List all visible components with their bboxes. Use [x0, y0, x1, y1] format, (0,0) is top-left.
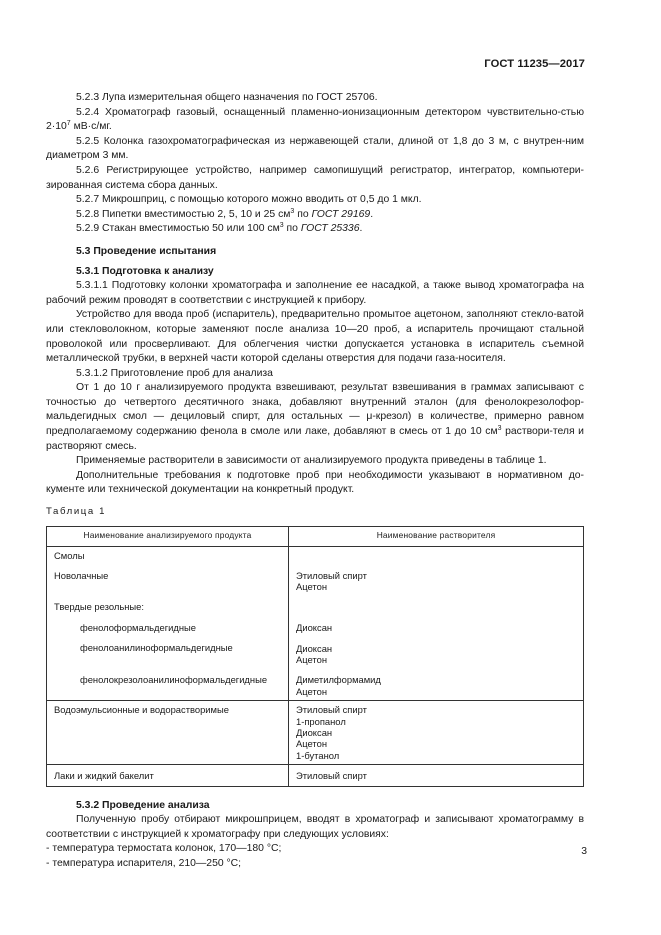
- page-number: 3: [581, 846, 587, 857]
- table-cell-solvent: [289, 765, 584, 786]
- paragraph-5-2-3: 5.2.3 Лупа измерительная общего назначения по ГОСТ 25706.: [76, 92, 378, 103]
- table-cell-product: [47, 701, 289, 765]
- table-header-product: Наименование анализируемого продукта: [47, 526, 289, 546]
- solvent-acetone: Ацетон: [296, 685, 327, 697]
- solvents-table: [46, 526, 584, 787]
- paragraph-5-2-6: 5.2.6 Регистрирующее устройство, например самопишущий регистратор, интегратор, компьютери-зированная система сбора данных.: [46, 164, 584, 191]
- heading-5-3: 5.3 Проведение испытания: [76, 245, 217, 257]
- paragraph-solvents: Применяемые растворители в зависимости от анализируемого продукта приведены в таблице 1.: [76, 455, 547, 467]
- heading-5-3-1: 5.3.1 Подготовка к анализу: [76, 265, 214, 277]
- table-header-row: [47, 526, 584, 546]
- list-item: - температура термостата колонок, 170—180 °С;: [46, 843, 282, 855]
- paragraph-analysis: Полученную пробу отбирают микрошприцем, вводят в хроматограф и записывают хроматограмму в соответствии с инструкцией к хроматографу при следующих условиях:: [46, 814, 584, 840]
- table-row: [47, 701, 584, 765]
- paragraph-additional: Дополнительные требования к подготовке проб при необходимости указывают в нормативном до-кументе или технической документации на конкретный продукт.: [46, 469, 584, 496]
- paragraph-5-2-4: 5.2.4 Хроматограф газовый, оснащенный пламенно-ионизационным детектором чувствительно-стью $2\cdot 10^7$ мВ·с/мг.: [46, 106, 584, 133]
- solvent-acetone: Ацетон: [296, 738, 327, 750]
- solvent-acetone: Ацетон: [296, 654, 327, 666]
- paragraph-5-2-5: 5.2.5 Колонка газохроматографическая из нержавеющей стали, длиной от 1,8 до 3 м, с внутрен-ним диаметром 3 мм.: [46, 135, 584, 162]
- solvent-dioxane: Диоксан: [296, 642, 333, 654]
- paragraph-5-3-1-2: 5.3.1.2 Приготовление проб для анализа: [76, 367, 273, 379]
- row-label-water: Водоэмульсионные и водорастворимые: [54, 704, 229, 716]
- paragraph-evaporator: Устройство для ввода проб (испаритель), предварительно промытое ацетоном, заполняют стекло-ватой или стекловолокном, которые заменяют после анализа 10—20 проб, а испаритель прочищают стальной проволокой или просверливают. Для облегчения чистки допускается установка в испаритель съемной металлической трубки, в верхней части которой сделаны отверстия для подачи газа-носителя.: [46, 309, 584, 365]
- table-row: [47, 546, 584, 701]
- solvent-acetone: Ацетон: [296, 581, 327, 593]
- solvent-dioxane: Диоксан: [296, 727, 333, 739]
- paragraph-5-2-9: 5.2.9 Стакан вместимостью 50 или 100 $см^3$ по ГОСТ 25336.: [76, 222, 363, 235]
- paragraph-sample-prep: От 1 до 10 г анализируемого продукта взвешивают, результат взвешивания в граммах записывают с точностью до четвертого десятичного знака, добавляют внутренний эталон (для фенолокрезолофор-мальдегидных смол — дециловый спирт, для остальных — μ-крезол) в количестве, примерно равном предполагаемому содержанию фенола в смоле или лаке, добавляют в смесь от 1 до 10 $см^3$ раствори-теля и растворяют смесь.: [46, 382, 584, 452]
- row-label-pcaf: фенолокрезолоанилиноформальдегидные: [80, 673, 268, 685]
- solvent-propanol: 1-пропанол: [296, 715, 346, 727]
- paragraph-5-3-1-1: 5.3.1.1 Подготовку колонки хроматографа и заполнение ее насадкой, а также вывод хроматографа на рабочий режим проводят в соответствии с инструкцией к прибору.: [46, 280, 584, 306]
- solvent-dmf: Диметилформамид: [296, 674, 381, 686]
- table-caption: Таблица 1: [46, 506, 107, 518]
- paragraph-5-2-8: 5.2.8 Пипетки вместимостью 2, 5, 10 и 25 $см^3$ по ГОСТ 29169.: [76, 207, 374, 220]
- table-cell-solvent: [289, 546, 584, 701]
- standard-reference: ГОСТ 25336: [300, 223, 360, 235]
- heading-5-3-2: 5.3.2 Проведение анализа: [76, 799, 210, 811]
- table-cell-product: [47, 765, 289, 786]
- standard-code: ГОСТ 11235—2017: [484, 58, 585, 70]
- solvent-ethanol: Этиловый спирт: [296, 770, 367, 782]
- row-label-lacquers: Лаки и жидкий бакелит: [54, 770, 154, 782]
- table-cell-product: [47, 546, 289, 701]
- solvent-butanol: 1-бутанол: [296, 749, 340, 761]
- row-label-resins: Смолы: [54, 549, 85, 561]
- row-label-paf: фенолоанилиноформальдегидные: [80, 642, 233, 654]
- row-label-pf: фенолоформальдегидные: [80, 621, 196, 633]
- row-label-novolac: Новолачные: [54, 570, 109, 582]
- solvent-ethanol: Этиловый спирт: [296, 570, 367, 582]
- row-label-resol: Твердые резольные:: [54, 601, 144, 613]
- solvent-ethanol: Этиловый спирт: [296, 704, 367, 716]
- table-cell-solvent: [289, 701, 584, 765]
- document-body: [46, 91, 584, 872]
- list-item: - температура испарителя, 210—250 °С;: [46, 858, 242, 870]
- standard-reference: ГОСТ 29169: [311, 208, 371, 220]
- paragraph-5-2-7: 5.2.7 Микрошприц, с помощью которого можно вводить от 0,5 до 1 мкл.: [76, 194, 422, 206]
- table-header-solvent: Наименование растворителя: [289, 526, 584, 546]
- table-row: [47, 765, 584, 786]
- solvent-dioxane: Диоксан: [296, 622, 333, 634]
